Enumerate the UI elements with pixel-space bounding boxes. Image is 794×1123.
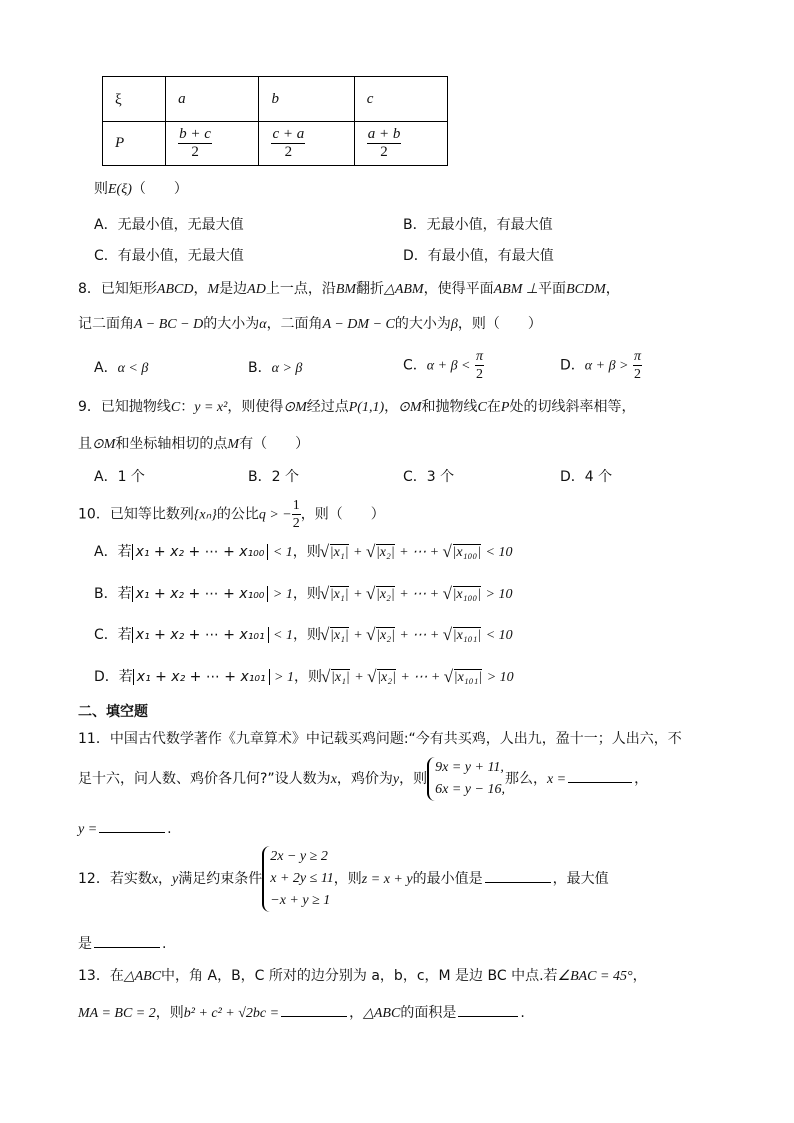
table-cell bbox=[259, 122, 354, 166]
answer-blank[interactable] bbox=[485, 868, 551, 883]
q8-stem-line1: 8．已知矩形ABCD，M是边AD上一点，沿BM翻折△ABM，使得平面ABM ⊥平面BCDM， bbox=[78, 281, 620, 297]
distribution-table bbox=[102, 76, 448, 166]
table-cell bbox=[166, 122, 259, 166]
q7-option-a[interactable]: A．无最小值，无最大值 bbox=[94, 217, 244, 233]
q10-option-d[interactable]: D．若 x₁ + x₂ + ⋯ + x₁₀₁ > 1，则√ |x₁| + √ |x₂| + ⋯ + √ |x₁₀₁| > 10 bbox=[94, 666, 514, 686]
section-heading: 二、填空题 bbox=[78, 704, 148, 720]
q9-option-a[interactable]: A．1 个 bbox=[94, 469, 145, 485]
fraction: $\frac{a + b}{2}$ bbox=[367, 126, 401, 160]
q13-stem-line2: MA = BC = 2，则b² + c² + √2bc = ，△ABC的面积是 . bbox=[78, 1002, 525, 1022]
q7-option-b[interactable]: B．无最小值，有最大值 bbox=[403, 217, 553, 233]
table-cell: ξ bbox=[103, 77, 166, 122]
q8-option-b[interactable]: B．α > β bbox=[248, 360, 303, 376]
table-cell: b bbox=[259, 77, 354, 122]
q8-stem-line2: 记二面角A − BC − D的大小为α，二面角A − DM − C的大小为β，则（ ） bbox=[78, 316, 542, 332]
q9-option-c[interactable]: C．3 个 bbox=[403, 469, 455, 485]
q10-option-a[interactable]: A．若 x₁ + x₂ + ⋯ + x₁₀₀ < 1，则√ |x₁| + √ |x₂| + ⋯ + √ |x₁₀₀| < 10 bbox=[94, 541, 512, 561]
q12-stem: 12．若实数x，y满足约束条件 2x − y ≥ 2 x + 2y ≤ 11 −x + y ≥ 1 ，则z = x + y的最小值是 ，最大值 bbox=[78, 846, 609, 912]
table-cell: c bbox=[354, 77, 447, 122]
table-cell bbox=[354, 122, 447, 166]
answer-blank[interactable] bbox=[281, 1002, 347, 1017]
answer-blank[interactable] bbox=[458, 1002, 518, 1017]
table-cell: a bbox=[166, 77, 259, 122]
q9-stem-line1: 9．已知抛物线C：y = x²，则使得⊙M经过点P(1,1)，⊙M和抛物线C在P处的切线斜率相等， bbox=[78, 399, 636, 415]
q11-stem-line3: y = . bbox=[78, 818, 172, 838]
q13-stem-line1: 13．在△ABC中，角 A，B，C 所对的边分别为 a，b，c，M 是边 BC 中点.若∠BAC = 45°， bbox=[78, 968, 647, 984]
constraint-system: 2x − y ≥ 2 x + 2y ≤ 11 −x + y ≥ 1 bbox=[262, 846, 334, 912]
q8-option-c[interactable]: C．α + β < $\frac{\pi}{2}$ bbox=[403, 349, 483, 382]
q11-stem-line1: 11．中国古代数学著作《九章算术》中记载买鸡问题:“今有共买鸡，人出九，盈十一；人出六，不 bbox=[78, 731, 682, 747]
q9-option-b[interactable]: B．2 个 bbox=[248, 469, 299, 485]
q8-option-a[interactable]: A．α < β bbox=[94, 360, 149, 376]
answer-blank[interactable] bbox=[94, 933, 160, 948]
fraction: $\frac{c + a}{2}$ bbox=[272, 126, 305, 160]
fraction: $\frac{\pi}{2}$ bbox=[633, 349, 641, 382]
q9-stem-line2: 且⊙M和坐标轴相切的点M有（ ） bbox=[78, 436, 310, 452]
table-row bbox=[103, 77, 448, 122]
q10-stem: 10．已知等比数列{xₙ}的公比q > − $\frac{1}{2}$ ，则（ ） bbox=[78, 498, 385, 531]
table-cell: P bbox=[103, 122, 166, 166]
q11-stem-line2: 足十六，问人数、鸡价各几何?”设人数为x，鸡价为y，则 9x = y + 11, 6x = y − 16, 那么，x = ， bbox=[78, 757, 648, 801]
q12-stem-line2: 是 . bbox=[78, 933, 166, 953]
answer-blank[interactable] bbox=[568, 768, 632, 783]
table-row bbox=[103, 122, 448, 166]
equation-system: 9x = y + 11, 6x = y − 16, bbox=[427, 757, 505, 801]
fraction: $\frac{\pi}{2}$ bbox=[475, 349, 483, 382]
q10-option-b[interactable]: B．若 x₁ + x₂ + ⋯ + x₁₀₀ > 1，则√ |x₁| + √ |x₂| + ⋯ + √ |x₁₀₀| > 10 bbox=[94, 583, 512, 603]
q10-option-c[interactable]: C．若 x₁ + x₂ + ⋯ + x₁₀₁ < 1，则√ |x₁| + √ |x₂| + ⋯ + √ |x₁₀₁| < 10 bbox=[94, 624, 513, 644]
q9-option-d[interactable]: D．4 个 bbox=[560, 469, 613, 485]
q8-option-d[interactable]: D．α + β > $\frac{\pi}{2}$ bbox=[560, 349, 641, 382]
q7-stem: 则E(ξ)（ ） bbox=[94, 181, 188, 197]
fraction: $\frac{1}{2}$ bbox=[292, 498, 300, 531]
answer-blank[interactable] bbox=[99, 818, 165, 833]
q7-option-c[interactable]: C．有最小值，无最大值 bbox=[94, 248, 244, 264]
q7-option-d[interactable]: D．有最小值，有最大值 bbox=[403, 248, 554, 264]
fraction: $\frac{b + c}{2}$ bbox=[179, 126, 211, 160]
